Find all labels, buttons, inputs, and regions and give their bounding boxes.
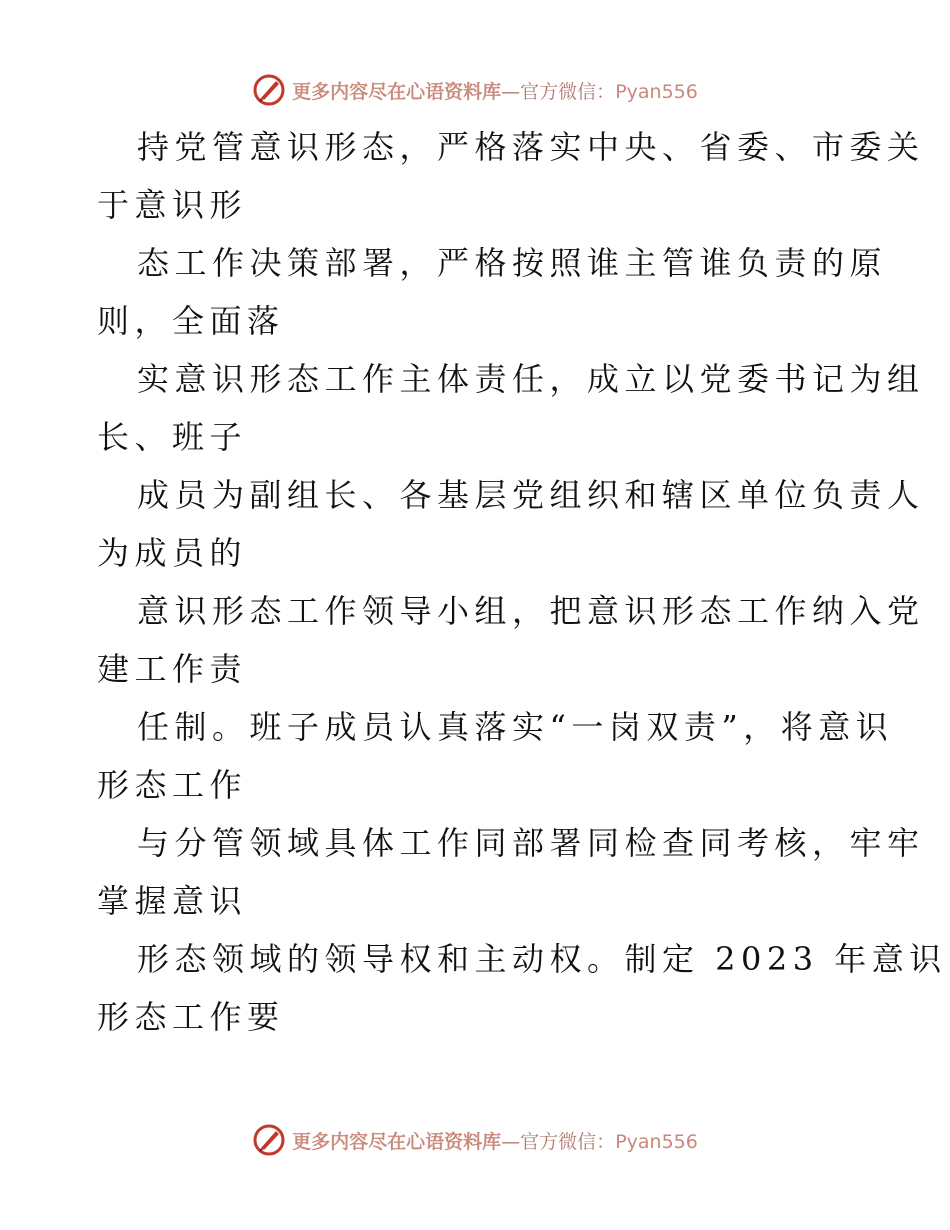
- text-line: 实意识形态工作主体责任，成立以党委书记为组: [137, 360, 925, 398]
- watermark-text: [292, 1127, 698, 1154]
- watermark-text: [292, 77, 698, 104]
- text-line: 形态领域的领导权和主动权。制定 2023 年意识: [137, 940, 947, 978]
- watermark-dash: —: [501, 80, 521, 103]
- text-line: 掌握意识: [97, 882, 248, 920]
- watermark-sub-text: 官方微信：: [520, 1130, 616, 1153]
- watermark-main-text: 更多内容尽在心语资料库: [292, 80, 502, 103]
- footer-watermark: [0, 1120, 950, 1160]
- text-line: 持党管意识形态，严格落实中央、省委、市委关: [137, 128, 925, 166]
- text-line: 建工作责: [97, 650, 248, 688]
- text-line: 于意识形: [97, 186, 248, 224]
- text-line: 形态工作: [97, 766, 248, 804]
- text-line: 意识形态工作领导小组，把意识形态工作纳入党: [137, 592, 925, 630]
- header-watermark: [0, 70, 950, 110]
- text-line: 成员为副组长、各基层党组织和辖区单位负责人: [137, 476, 925, 514]
- text-line: 形态工作要: [97, 998, 285, 1036]
- text-line: 长、班子: [97, 418, 248, 456]
- watermark-sub-text: 官方微信：: [520, 80, 616, 103]
- watermark-wechat-id: Pyan556: [615, 1130, 698, 1153]
- watermark-wechat-id: Pyan556: [615, 80, 698, 103]
- text-line: 则，全面落: [97, 302, 285, 340]
- text-line: 任制。班子成员认真落实“一岗双责”，将意识: [137, 708, 894, 746]
- text-line: 与分管领域具体工作同部署同检查同考核，牢牢: [137, 824, 925, 862]
- text-line: 态工作决策部署，严格按照谁主管谁负责的原: [137, 244, 888, 282]
- watermark-main-text: 更多内容尽在心语资料库: [292, 1130, 502, 1153]
- text-line: 为成员的: [97, 534, 248, 572]
- quill-logo-icon: [252, 1123, 286, 1157]
- quill-logo-icon: [252, 73, 286, 107]
- watermark-dash: —: [501, 1130, 521, 1153]
